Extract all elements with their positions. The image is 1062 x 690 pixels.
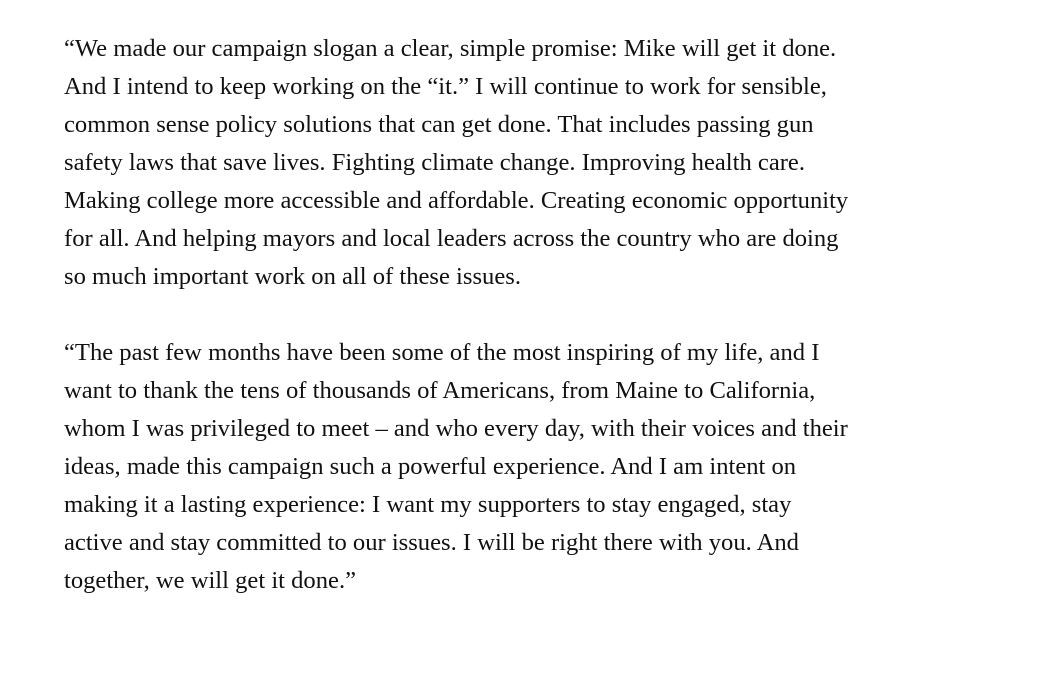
text-line: ideas, made this campaign such a powerful experience. And I am intent on (64, 453, 797, 480)
text-line: common sense policy solutions that can get done. That includes passing gun (64, 111, 814, 138)
text-line: whom I was privileged to meet – and who every day, with their voices and their (64, 415, 848, 442)
article-body (64, 30, 984, 600)
text-line: making it a lasting experience: I want my supporters to stay engaged, stay (64, 491, 792, 518)
text-line: active and stay committed to our issues. I will be right there with you. And (64, 529, 799, 556)
quote-paragraph-1 (64, 30, 984, 296)
text-line: safety laws that save lives. Fighting climate change. Improving health care. (64, 149, 805, 176)
text-line: together, we will get it done.” (64, 567, 357, 594)
quote-paragraph-2 (64, 334, 984, 600)
text-line: so much important work on all of these issues. (64, 263, 521, 290)
text-line: And I intend to keep working on the “it.” I will continue to work for sensible, (64, 73, 827, 100)
text-line: want to thank the tens of thousands of Americans, from Maine to California, (64, 377, 816, 404)
text-line: Making college more accessible and affordable. Creating economic opportunity (64, 187, 849, 214)
text-line: “The past few months have been some of the most inspiring of my life, and I (64, 339, 820, 366)
text-line: “We made our campaign slogan a clear, simple promise: Mike will get it done. (64, 35, 837, 62)
text-line: for all. And helping mayors and local leaders across the country who are doing (64, 225, 839, 252)
